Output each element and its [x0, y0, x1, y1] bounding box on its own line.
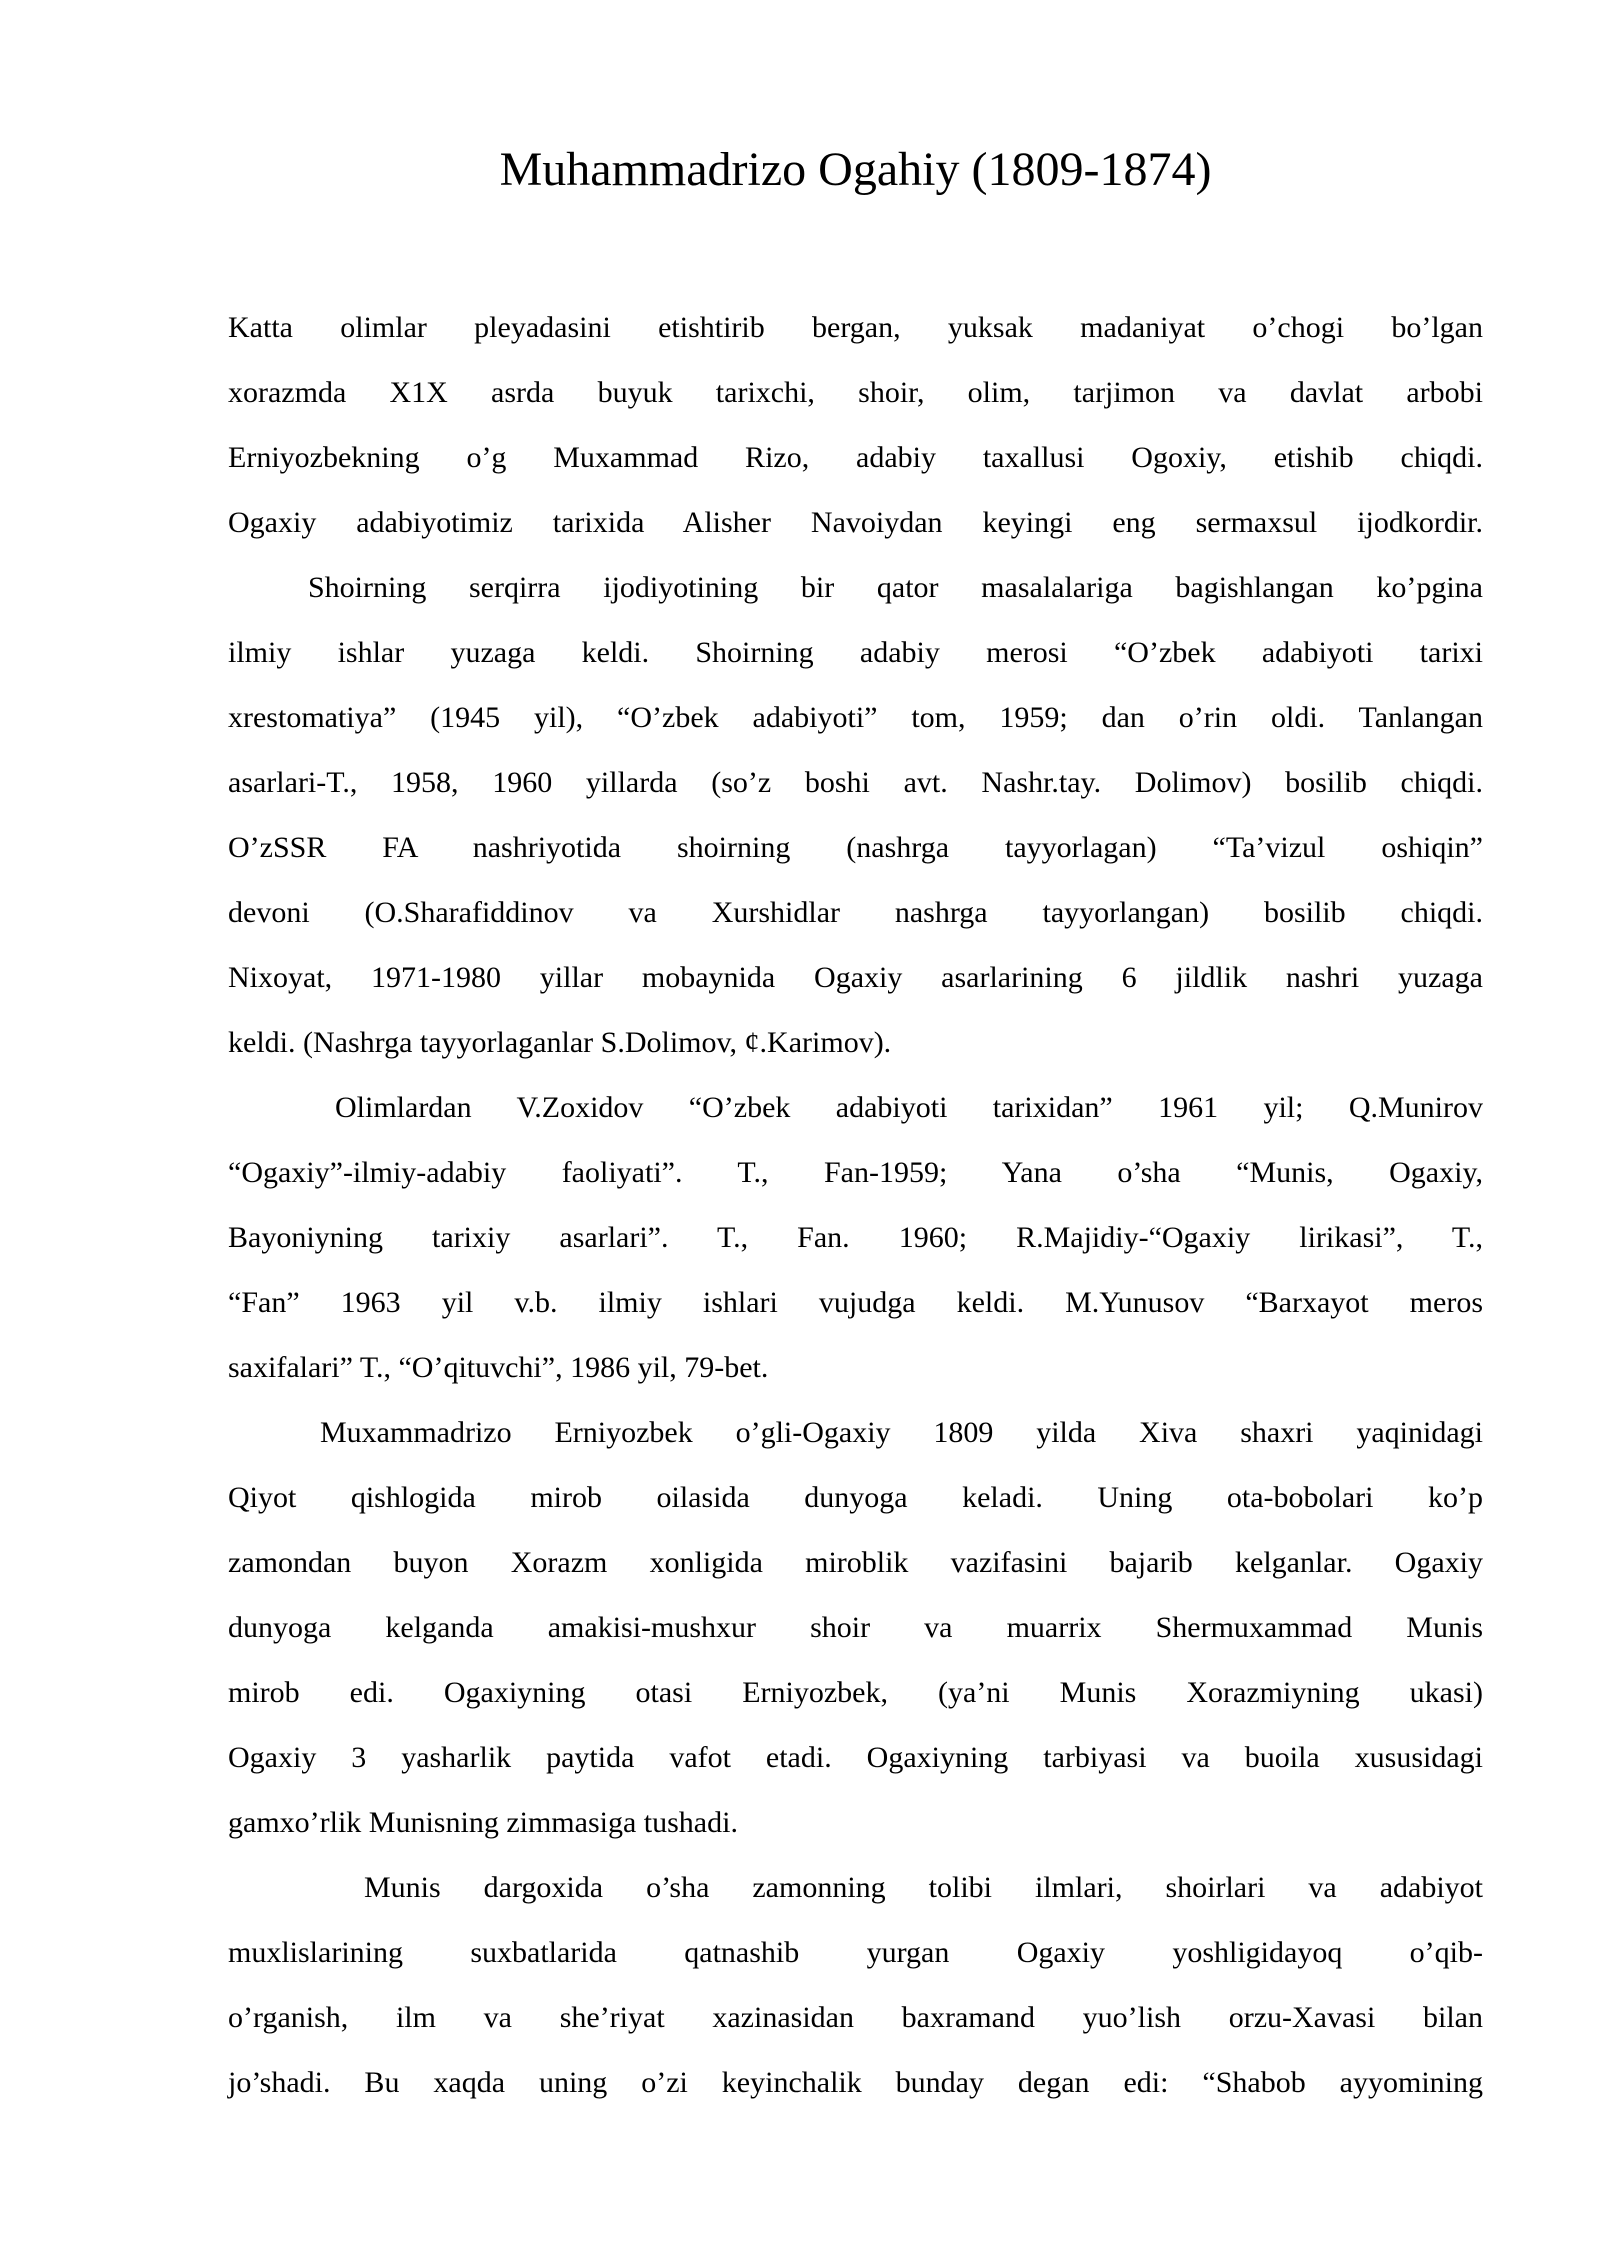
text-line: Munis dargoxida o’sha zamonning tolibi ilmlari, shoirlari va adabiyot: [364, 1871, 1483, 1904]
text-line: Ogaxiy 3 yasharlik paytida vafot etadi. Ogaxiyning tarbiyasi va buoila xususidagi: [228, 1741, 1483, 1774]
paragraph: [228, 1075, 1483, 1400]
document-body: [228, 295, 1483, 2115]
text-line: mirob edi. Ogaxiyning otasi Erniyozbek, (ya’ni Munis Xorazmiyning ukasi): [228, 1676, 1483, 1709]
text-line: “Ogaxiy”-ilmiy-adabiy faoliyati”. T., Fan-1959; Yana o’sha “Munis, Ogaxiy,: [228, 1156, 1483, 1189]
text-line: keldi. (Nashrga tayyorlaganlar S.Dolimov, ¢.Karimov).: [228, 1026, 892, 1059]
text-line: Muxammadrizo Erniyozbek o’gli-Ogaxiy 1809 yilda Xiva shaxri yaqinidagi: [320, 1416, 1483, 1449]
text-line: xrestomatiya” (1945 yil), “O’zbek adabiyoti” tom, 1959; dan o’rin oldi. Tanlangan: [228, 701, 1483, 734]
text-line: Shoirning serqirra ijodiyotining bir qator masalalariga bagishlangan ko’pgina: [308, 571, 1483, 604]
text-line: zamondan buyon Xorazm xonligida miroblik vazifasini bajarib kelganlar. Ogaxiy: [228, 1546, 1483, 1579]
text-line: jo’shadi. Bu xaqda uning o’zi keyinchalik bunday degan edi: “Shabob ayyomining: [228, 2066, 1483, 2099]
text-line: asarlari-T., 1958, 1960 yillarda (so’z boshi avt. Nashr.tay. Dolimov) bosilib chiqdi.: [228, 766, 1483, 799]
text-line: Erniyozbekning o’g Muxammad Rizo, adabiy taxallusi Ogoxiy, etishib chiqdi.: [228, 441, 1483, 474]
text-line: o’rganish, ilm va she’riyat xazinasidan baxramand yuo’lish orzu-Xavasi bilan: [228, 2001, 1483, 2034]
text-line: Nixoyat, 1971-1980 yillar mobaynida Ogaxiy asarlarining 6 jildlik nashri yuzaga: [228, 961, 1483, 994]
paragraph: [228, 1855, 1483, 2115]
text-line: devoni (O.Sharafiddinov va Xurshidlar nashrga tayyorlangan) bosilib chiqdi.: [228, 896, 1483, 929]
text-line: Ogaxiy adabiyotimiz tarixida Alisher Navoiydan keyingi eng sermaxsul ijodkordir.: [228, 506, 1483, 539]
paragraph: [228, 1400, 1483, 1855]
text-line: Olimlardan V.Zoxidov “O’zbek adabiyoti tarixidan” 1961 yil; Q.Munirov: [335, 1091, 1483, 1124]
paragraph: [228, 555, 1483, 1075]
text-line: O’zSSR FA nashriyotida shoirning (nashrga tayyorlagan) “Ta’vizul oshiqin”: [228, 831, 1483, 864]
document-title: Muhammadrizo Ogahiy (1809-1874): [499, 143, 1212, 196]
text-line: xorazmda X1X asrda buyuk tarixchi, shoir, olim, tarjimon va davlat arbobi: [228, 376, 1483, 409]
text-line: “Fan” 1963 yil v.b. ilmiy ishlari vujudga keldi. M.Yunusov “Barxayot meros: [228, 1286, 1483, 1319]
text-line: gamxo’rlik Munisning zimmasiga tushadi.: [228, 1806, 738, 1839]
text-line: saxifalari” T., “O’qituvchi”, 1986 yil, 79-bet.: [228, 1351, 769, 1384]
text-line: Qiyot qishlogida mirob oilasida dunyoga keladi. Uning ota-bobolari ko’p: [228, 1481, 1483, 1514]
text-line: ilmiy ishlar yuzaga keldi. Shoirning adabiy merosi “O’zbek adabiyoti tarixi: [228, 636, 1483, 669]
text-line: Bayoniyning tarixiy asarlari”. T., Fan. 1960; R.Majidiy-“Ogaxiy lirikasi”, T.,: [228, 1221, 1483, 1254]
text-line: Katta olimlar pleyadasini etishtirib bergan, yuksak madaniyat o’chogi bo’lgan: [228, 311, 1483, 344]
text-line: dunyoga kelganda amakisi-mushxur shoir va muarrix Shermuxammad Munis: [228, 1611, 1483, 1644]
paragraph: [228, 295, 1483, 555]
text-line: muxlislarining suxbatlarida qatnashib yurgan Ogaxiy yoshligidayoq o’qib-: [228, 1936, 1483, 1969]
